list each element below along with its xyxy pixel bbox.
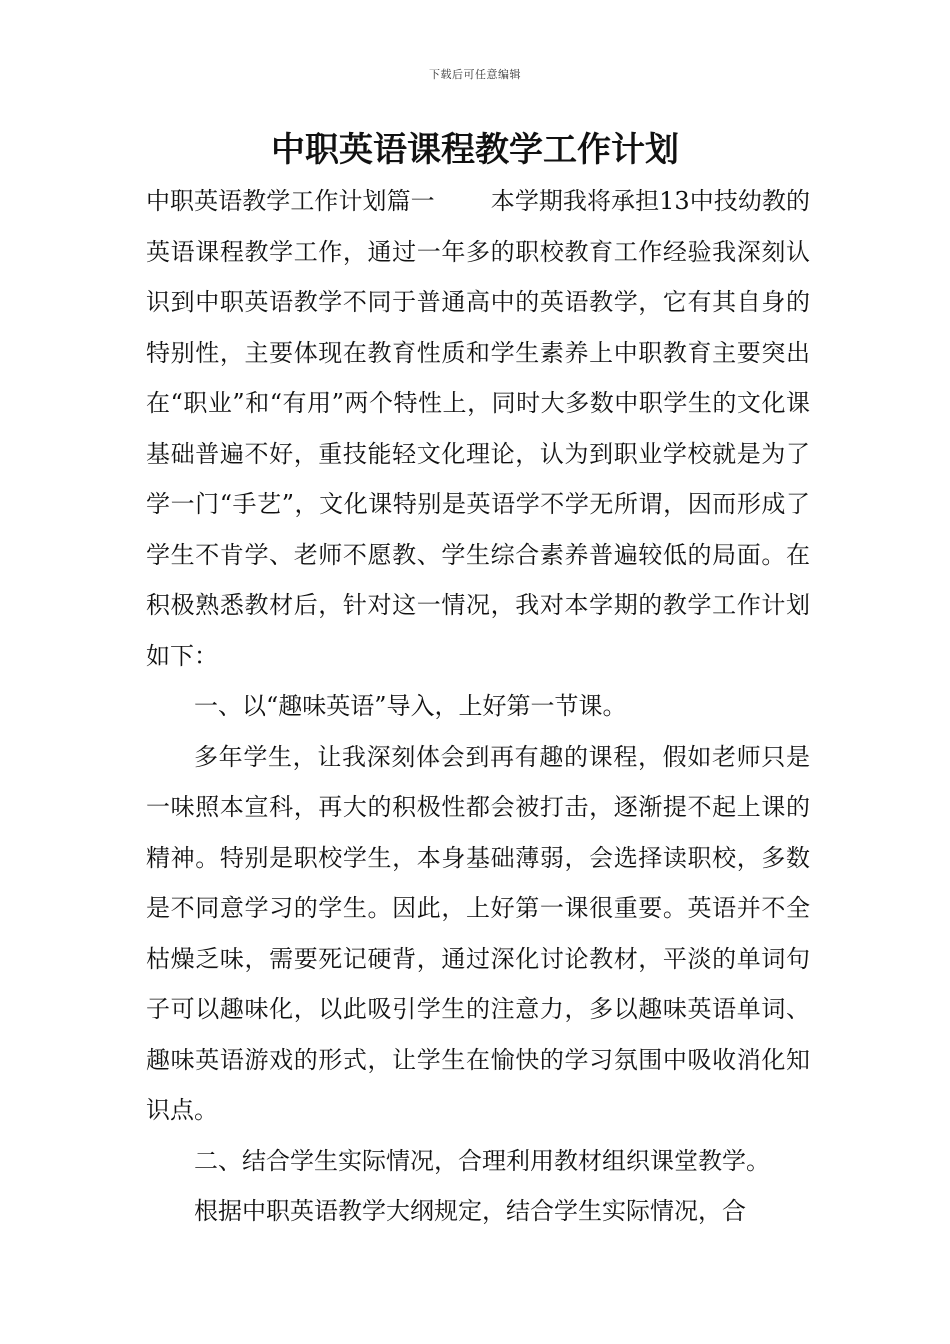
intro-label: 中职英语教学工作计划篇一 [146, 187, 435, 215]
header-note: 下载后可任意编辑 [429, 68, 521, 81]
section-heading-1: 一、以“趣味英语”导入，上好第一节课。 [194, 692, 627, 720]
intro-text: 本学期我将承担13中技幼教的英语课程教学工作，通过一年多的职校教育工作经验我深刻认识到中职英语教学不同于普通高中的英语教学，它有其自身的特别性，主要体现在教育性质和学生素养上中职教育主要突出在“职业”和“有用”两个特性上，同时大多数中职学生的文化课基础普遍不好，重技能轻文化理论，认为到职业学校就是为了学一门“手艺”，文化课特别是英语学不学无所谓，因而形成了学生不肯学、老师不愿教、学生综合素养普遍较低的局面。在积极熟悉教材后，针对这一情况，我对本学期的教学工作计划如下： [146, 187, 810, 670]
section-heading-2: 二、结合学生实际情况，合理利用教材组织课堂教学。 [194, 1146, 770, 1175]
document-title: 中职英语课程教学工作计划 [271, 130, 679, 170]
document-body [146, 176, 810, 1237]
intro-paragraph [146, 176, 810, 681]
section-paragraph-1: 多年学生，让我深刻体会到再有趣的课程，假如老师只是一味照本宣科，再大的积极性都会被打击，逐渐提不起上课的精神。特别是职校学生，本身基础薄弱，会选择读职校，多数是不同意学习的学生。因此，上好第一课很重要。英语并不全枯燥乏味，需要死记硬背，通过深化讨论教材，平淡的单词句子可以趣味化，以此吸引学生的注意力，多以趣味英语单词、趣味英语游戏的形式，让学生在愉快的学习氛围中吸收消化知识点。 [146, 742, 810, 1124]
section-paragraph-2: 根据中职英语教学大纲规定，结合学生实际情况，合 [194, 1197, 746, 1225]
